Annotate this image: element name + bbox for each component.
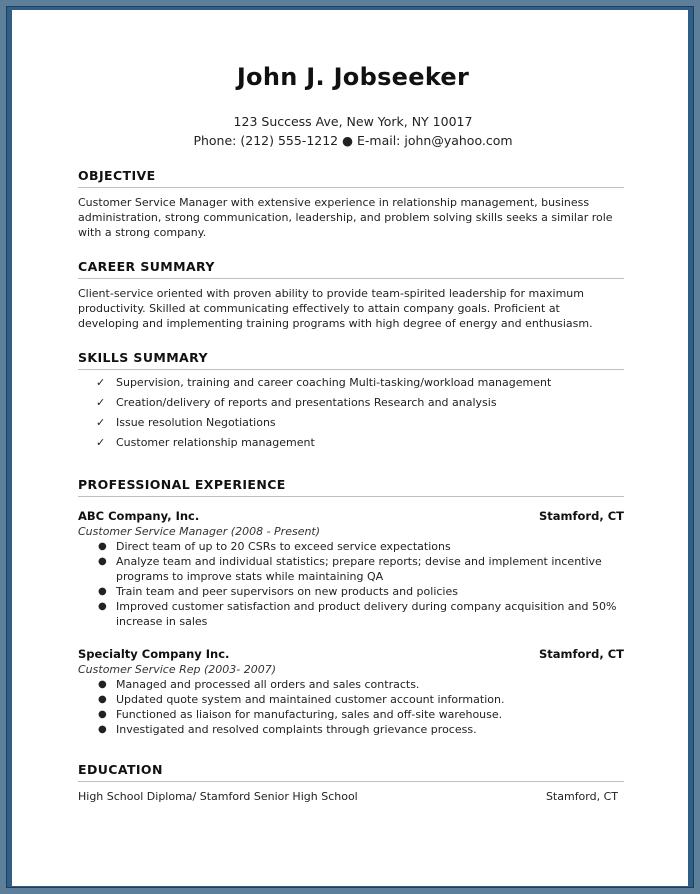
job-role: Customer Service Manager (2008 - Present): [78, 525, 321, 538]
section-title: CAREER SUMMARY: [78, 259, 624, 279]
checkmark-icon: ✓: [96, 436, 106, 449]
job-location: Stamford, CT: [539, 647, 624, 661]
list-item: ● Managed and processed all orders and sales contracts.: [98, 678, 420, 691]
job-location: Stamford, CT: [539, 509, 624, 523]
bullet-icon: ●: [98, 556, 107, 567]
skill-item: ✓ Creation/delivery of reports and presentations Research and analysis: [96, 396, 497, 409]
job-role: Customer Service Rep (2003- 2007): [78, 663, 277, 676]
list-item: ● Functioned as liaison for manufacturing, sales and off-site warehouse.: [98, 708, 503, 721]
bullet-icon: ●: [98, 679, 107, 690]
candidate-name: John J. Jobseeker: [236, 63, 470, 91]
section-title: SKILLS SUMMARY: [78, 350, 624, 370]
section-title: PROFESSIONAL EXPERIENCE: [78, 477, 624, 497]
skills-list: [78, 375, 628, 450]
bullet-icon: ●: [98, 724, 107, 735]
section-title: EDUCATION: [78, 762, 624, 782]
job-entry: [78, 509, 628, 629]
list-item: ● Train team and peer supervisors on new products and policies: [98, 585, 458, 598]
list-item: ● Investigated and resolved complaints through grievance process.: [98, 723, 477, 736]
education-location: Stamford, CT: [545, 790, 618, 803]
education-section: [78, 762, 628, 805]
address-line: 123 Success Ave, New York, NY 10017: [233, 114, 473, 129]
experience-section: [78, 477, 628, 737]
skill-item: ✓ Supervision, training and career coaching Multi-tasking/workload management: [96, 376, 552, 389]
company-name: ABC Company, Inc.: [78, 509, 200, 523]
career-summary-section: [78, 259, 628, 331]
job-header: [78, 647, 628, 662]
resume-page: [12, 10, 688, 886]
contact-line: Phone: (212) 555-1212 ● E-mail: john@yahoo.com: [193, 133, 513, 148]
section-title: OBJECTIVE: [78, 168, 624, 188]
bullet-icon: ●: [98, 541, 107, 552]
bullet-icon: ●: [98, 709, 107, 720]
objective-text: Customer Service Manager with extensive experience in relationship management, business administration, strong communication, leadership, and problem solving skills seeks a similar role with a strong company.: [78, 196, 613, 239]
list-item: ● Updated quote system and maintained customer account information.: [98, 693, 505, 706]
list-item: ● Analyze team and individual statistics; prepare reports; devise and implement incentive programs to improve stats while maintaining QA: [98, 555, 602, 583]
list-item: ● Improved customer satisfaction and product delivery during company acquisition and 50% increase in sales: [98, 600, 617, 628]
list-item: ● Direct team of up to 20 CSRs to exceed service expectations: [98, 540, 451, 553]
bullet-icon: ●: [98, 586, 107, 597]
checkmark-icon: ✓: [96, 396, 106, 409]
skills-section: [78, 350, 628, 450]
job-header: [78, 509, 628, 524]
job-bullets: [78, 539, 628, 629]
checkmark-icon: ✓: [96, 416, 106, 429]
job-bullets: [78, 677, 628, 737]
objective-section: [78, 168, 628, 240]
education-degree: High School Diploma/ Stamford Senior High School: [78, 790, 358, 803]
job-entry: [78, 647, 628, 737]
skill-item: ✓ Issue resolution Negotiations: [96, 416, 276, 429]
skill-item: ✓ Customer relationship management: [96, 436, 315, 449]
education-entry: [78, 790, 628, 805]
company-name: Specialty Company Inc.: [78, 647, 230, 661]
bullet-icon: ●: [98, 601, 107, 612]
bullet-icon: ●: [98, 694, 107, 705]
checkmark-icon: ✓: [96, 376, 106, 389]
career-summary-text: Client-service oriented with proven ability to provide team-spirited leadership for maximum productivity. Skilled at communicating effectively to attain company goals. Proficient at developing and implementing training programs with high degree of energy and enthusiasm.: [78, 287, 593, 330]
